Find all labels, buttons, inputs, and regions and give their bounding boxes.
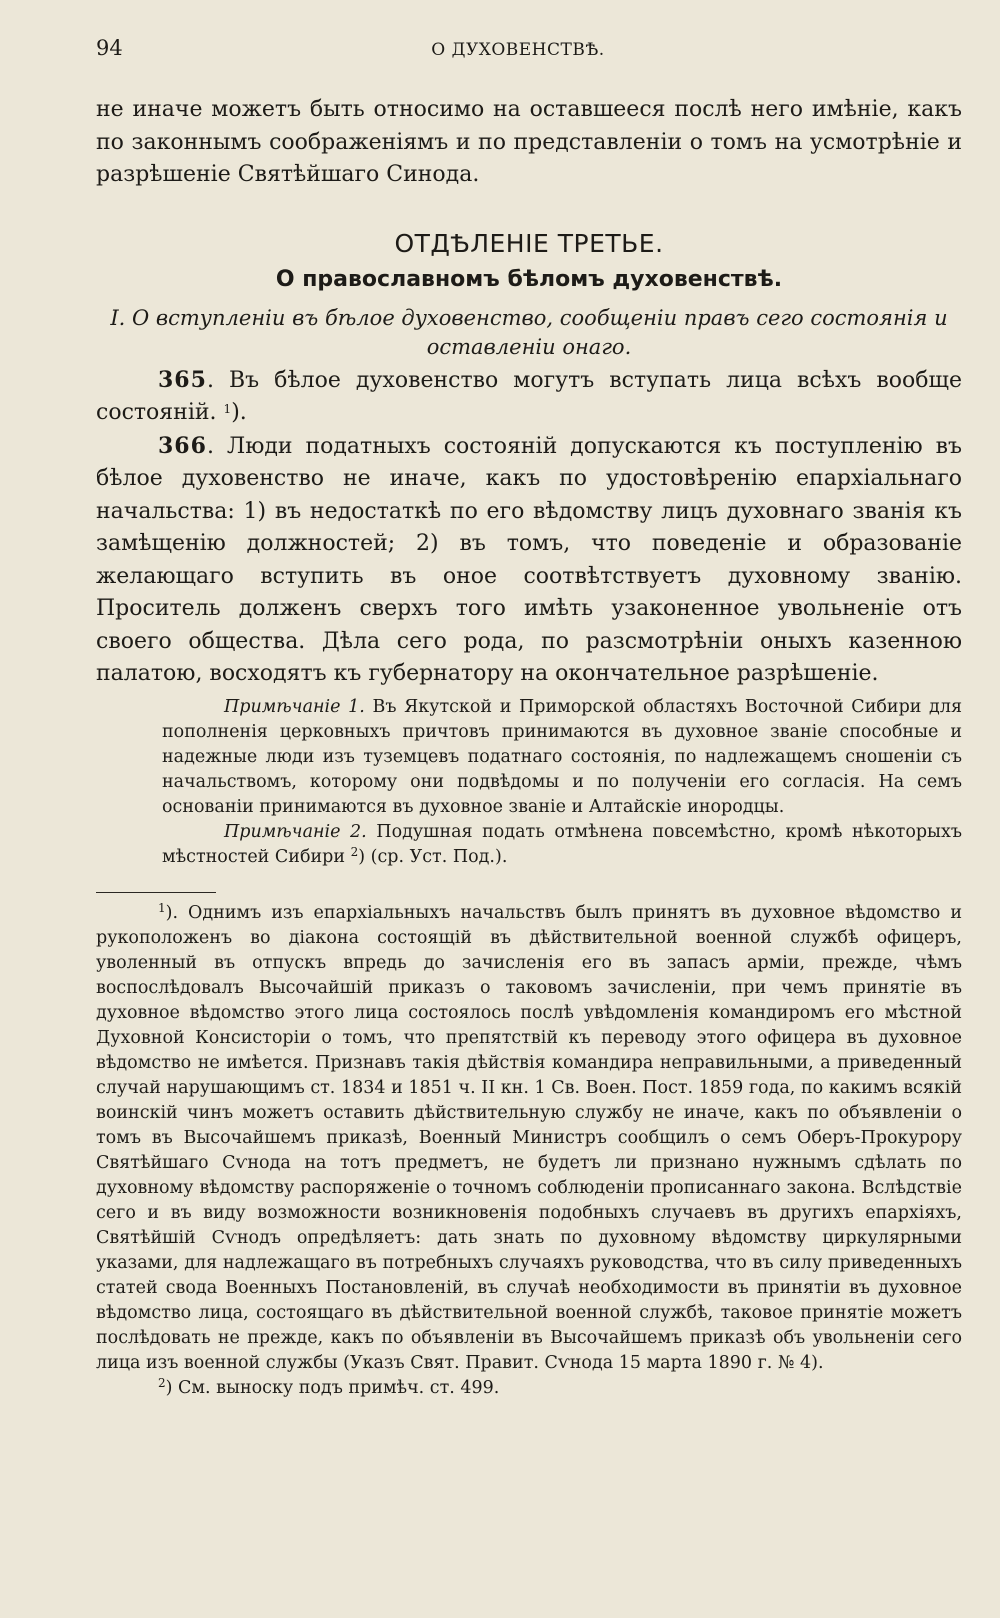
note-label: Примѣчаніе 1. — [224, 696, 365, 717]
running-title: О ДУХОВЕНСТВѢ. — [431, 40, 605, 60]
main-text — [96, 94, 962, 1401]
article-366 — [96, 430, 962, 691]
footnote-ref[interactable]: 2 — [350, 844, 359, 859]
footnote-divider — [96, 892, 216, 893]
footnotes-block — [96, 901, 962, 1401]
note-1 — [162, 695, 962, 820]
footnote-text: ) См. выноску подъ примѣч. ст. 499. — [165, 1377, 500, 1398]
article-number: 365 — [158, 366, 207, 393]
article-text: . Люди податныхъ состояній допускаются къ поступленію въ бѣлое духовенство не иначе, какъ по удостовѣренію епархіальнаго начальства: 1) въ недостаткѣ по его вѣдомству лицъ духовнаго званія къ замѣщенію должностей; 2) въ томъ, что поведеніе и образованіе желающаго вступить въ оное соотвѣтствуетъ духовному званію. Проситель долженъ сверхъ того имѣть узаконенное увольненіе отъ своего общества. Дѣла сего рода, по разсмотрѣніи оныхъ казенною палатою, восходятъ къ губернатору на окончательное разрѣшеніе. — [96, 433, 962, 686]
article-text: . Въ бѣлое духовенство могутъ вступать лица всѣхъ вообще состояній. — [96, 367, 962, 425]
section-title: ОТДѢЛЕНІЕ ТРЕТЬЕ. — [394, 228, 664, 258]
section-subtitle: О православномъ бѣломъ духовенствѣ. — [275, 266, 783, 292]
page-number: 94 — [96, 36, 123, 60]
note-label: Примѣчаніе 2. — [224, 821, 367, 842]
article-tail: ). — [231, 400, 247, 425]
intro-paragraph: не иначе можетъ быть относимо на оставшееся послѣ него имѣніе, какъ по законнымъ соображеніямъ и по представленіи о томъ на усмотрѣніе и разрѣшеніе Святѣйшаго Синода. — [96, 97, 962, 187]
note-text: Подушная подать отмѣнена повсемѣстно, кромѣ нѣкоторыхъ мѣстностей Сибири — [162, 821, 962, 867]
article-365 — [96, 364, 962, 430]
note-2 — [162, 820, 962, 870]
footnote-1 — [96, 901, 962, 1376]
note-tail: ) (ср. Уст. Под.). — [358, 846, 508, 867]
footnote-marker: 2 — [158, 1375, 166, 1390]
subsection-title: I. О вступленіи въ бѣлое духовенство, сообщеніи правъ сего состоянія и оставленіи онаго. — [110, 305, 948, 359]
footnote-2 — [96, 1376, 962, 1401]
page-header — [96, 36, 940, 66]
article-number: 366 — [158, 432, 207, 459]
footnote-text: ). Однимъ изъ епархіальныхъ начальствъ былъ принятъ въ духовное вѣдомство и рукоположенъ во діакона состоящій въ дѣйствительной военной службѣ офицеръ, уволенный въ отпускъ впредь до зачисленія его въ запасъ арміи, прежде, чѣмъ воспослѣдовалъ Высочайшій приказъ о таковомъ зачисленіи, при чемъ принятіе въ духовное вѣдомство этого лица состоялось послѣ увѣдомленія командиромъ его мѣстной Духовной Консисторіи о томъ, что препятствій къ переводу этого офицера въ духовное вѣдомство не имѣется. Признавъ такія дѣйствія командира неправильными, а приведенный случай нарушающимъ ст. 1834 и 1851 ч. II кн. 1 Св. Воен. Пост. 1859 года, по какимъ всякій воинскій чинъ можетъ оставить дѣйствительную службу не иначе, какъ по объявленіи о томъ въ Высочайшемъ приказѣ, Военный Министръ сообщилъ о семъ Оберъ-Прокурору Святѣйшаго Сѵнода на тотъ предметъ, не будетъ ли признано нужнымъ сдѣлать по духовному вѣдомству распоряженіе о точномъ соблюденіи прописаннаго закона. Вслѣдствіе сего и въ виду возможности возникновенія подобныхъ случаевъ въ другихъ епархіяхъ, Святѣйшій Сѵнодъ опредѣляетъ: дать знать по духовному вѣдомству циркулярными указами, для надлежащаго въ потребныхъ случаяхъ руководства, что въ силу приведенныхъ статей свода Военныхъ Постановленій, въ случаѣ необходимости въ принятіи въ духовное вѣдомство лица, состоящаго въ дѣйствительной военной службѣ, таковое принятіе можетъ послѣдовать не прежде, какъ по объявленіи въ Высочайшемъ приказѣ объ увольненіи сего лица изъ военной службы (Указъ Свят. Правит. Сѵнода 15 марта 1890 г. № 4). — [96, 902, 962, 1373]
footnote-ref[interactable]: 1 — [223, 402, 232, 416]
footnote-marker: 1 — [158, 900, 166, 915]
note-text: Въ Якутской и Приморской областяхъ Восточной Сибири для пополненія церковныхъ причтовъ принимаются въ духовное званіе способные и надежные люди изъ туземцевъ податнаго состоянія, по надлежащемъ сношеніи съ начальствомъ, которому они подвѣдомы и по полученіи его согласія. На семъ основаніи принимаются въ духовное званіе и Алтайскіе инородцы. — [162, 696, 962, 817]
notes-block — [96, 695, 962, 870]
